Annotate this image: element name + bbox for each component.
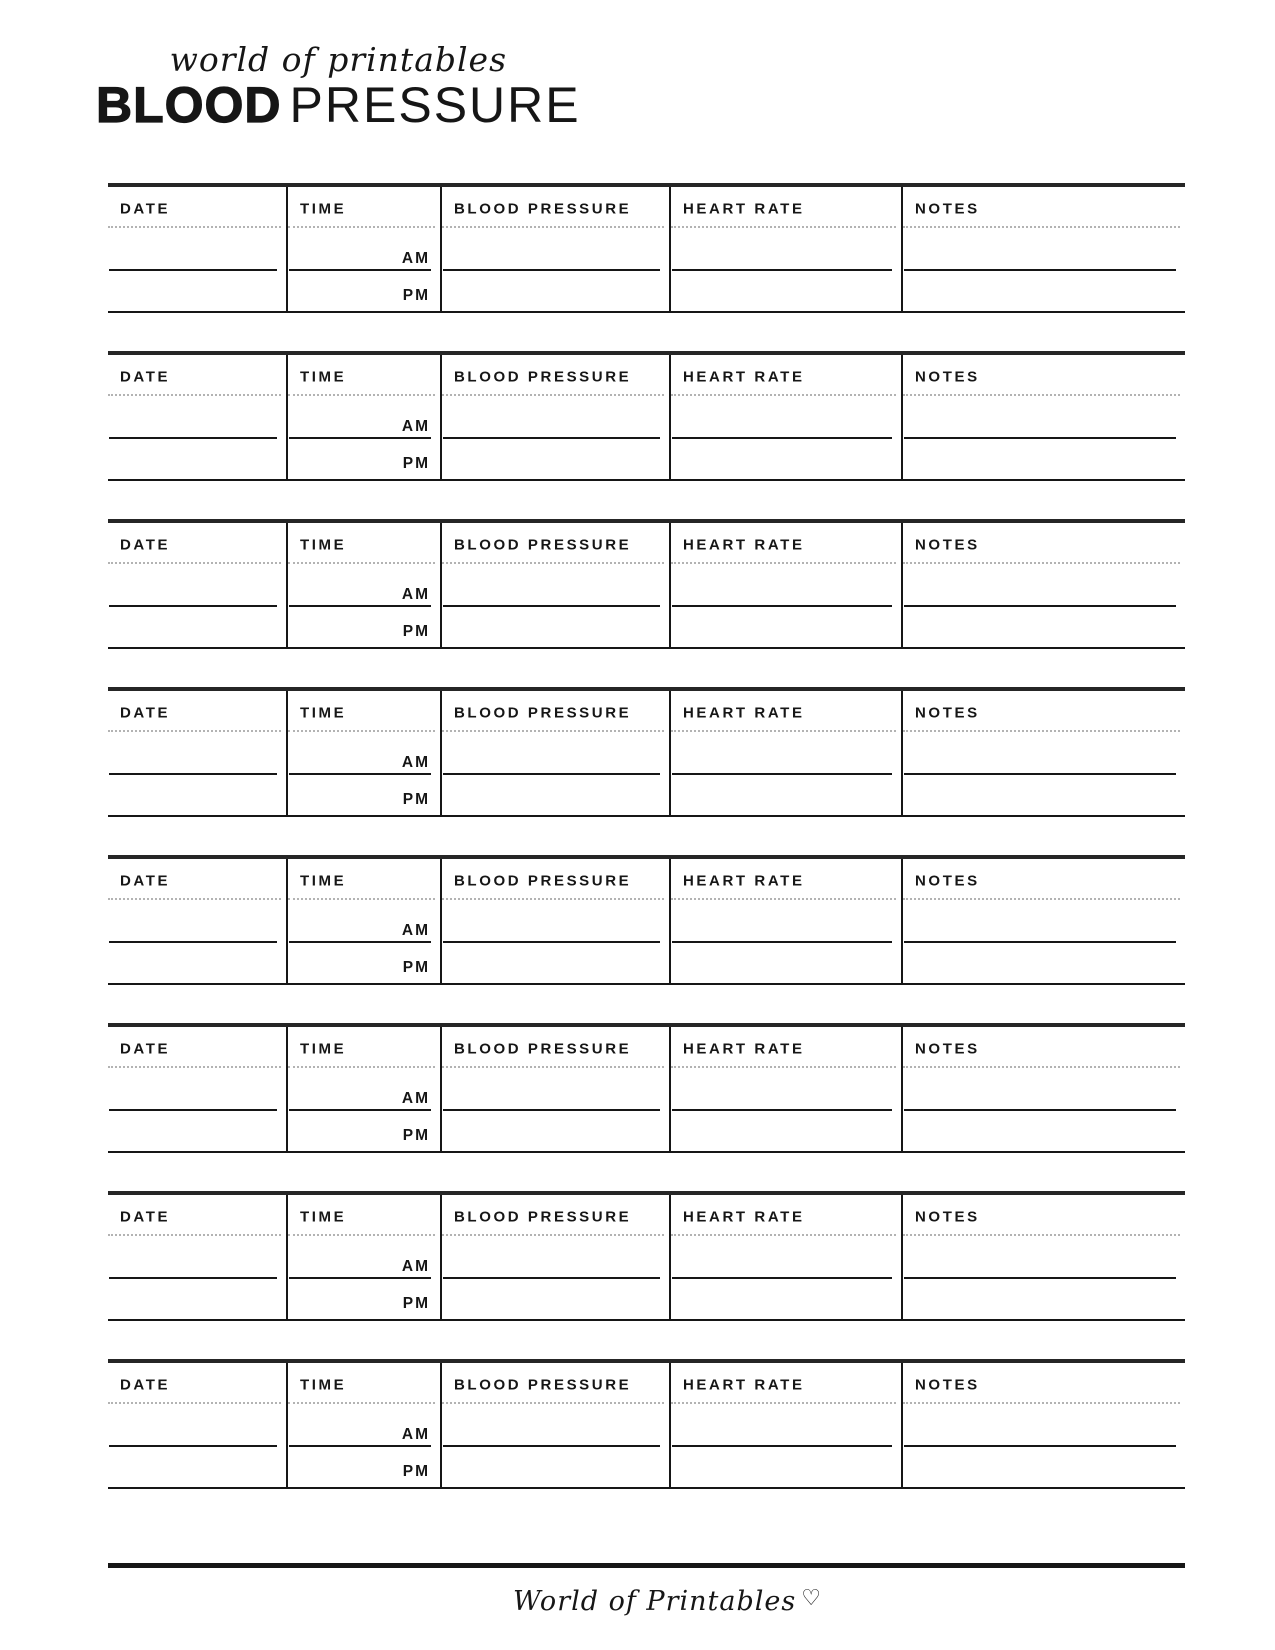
bp-log-block (108, 687, 1185, 817)
column-header-date-cell (108, 355, 288, 396)
am-label: AM (401, 418, 430, 435)
notes-am-entry-field[interactable] (903, 732, 1185, 775)
date-pm-entry-field[interactable] (108, 271, 288, 311)
am-label: AM (401, 754, 430, 771)
column-header-notes: NOTES (915, 368, 980, 386)
time-pm-entry-field[interactable] (288, 1447, 442, 1487)
column-header-notes: NOTES (915, 704, 980, 722)
column-header-time: TIME (300, 704, 347, 722)
column-header-heart-rate-cell (671, 523, 903, 564)
column-header-heart-rate-cell (671, 187, 903, 228)
blood-pressure-am-entry-field[interactable] (442, 564, 671, 607)
footer-brand (30, 1586, 1275, 1617)
time-am-entry-field[interactable] (288, 228, 442, 271)
am-label: AM (401, 922, 430, 939)
pm-label: PM (402, 959, 430, 976)
column-header-date: DATE (120, 1376, 171, 1394)
column-header-time-cell (288, 523, 442, 564)
column-header-date: DATE (120, 368, 171, 386)
am-entry-row (108, 396, 1185, 439)
blood-pressure-am-entry-field[interactable] (442, 396, 671, 439)
column-header-heart-rate: HEART RATE (683, 200, 805, 218)
pm-label: PM (402, 1295, 430, 1312)
notes-am-entry-field[interactable] (903, 564, 1185, 607)
footer-brand-text: World of Printables (513, 1586, 797, 1617)
notes-pm-entry-field[interactable] (903, 943, 1185, 983)
time-am-entry-field[interactable] (288, 1068, 442, 1111)
notes-pm-entry-field[interactable] (903, 271, 1185, 311)
column-header-blood-pressure-cell (442, 691, 671, 732)
column-header-heart-rate-cell (671, 691, 903, 732)
column-header-date-cell (108, 1195, 288, 1236)
column-header-date: DATE (120, 1208, 171, 1226)
time-am-entry-field[interactable] (288, 1236, 442, 1279)
blood-pressure-am-entry-field[interactable] (442, 228, 671, 271)
column-header-blood-pressure-cell (442, 1027, 671, 1068)
time-pm-entry-field[interactable] (288, 775, 442, 815)
am-label: AM (401, 1258, 430, 1275)
time-pm-entry-field[interactable] (288, 1111, 442, 1151)
masthead (96, 40, 581, 134)
notes-pm-entry-field[interactable] (903, 1447, 1185, 1487)
column-header-heart-rate: HEART RATE (683, 368, 805, 386)
pm-label: PM (402, 791, 430, 808)
column-header-date-cell (108, 523, 288, 564)
heart-rate-am-entry-field[interactable] (671, 396, 903, 439)
am-label: AM (401, 1426, 430, 1443)
time-pm-entry-field[interactable] (288, 1279, 442, 1319)
bp-log-block (108, 183, 1185, 313)
column-header-blood-pressure-cell (442, 1195, 671, 1236)
column-header-blood-pressure: BLOOD PRESSURE (454, 1376, 632, 1394)
column-header-time-cell (288, 187, 442, 228)
column-header-date-cell (108, 1363, 288, 1404)
column-header-time: TIME (300, 368, 347, 386)
column-header-blood-pressure: BLOOD PRESSURE (454, 1208, 632, 1226)
heart-rate-am-entry-field[interactable] (671, 1068, 903, 1111)
bp-log-block (108, 1023, 1185, 1153)
am-entry-row (108, 1236, 1185, 1279)
am-label: AM (401, 1090, 430, 1107)
am-entry-row (108, 732, 1185, 775)
time-am-entry-field[interactable] (288, 900, 442, 943)
column-header-notes: NOTES (915, 200, 980, 218)
heart-rate-am-entry-field[interactable] (671, 1404, 903, 1447)
column-header-date: DATE (120, 872, 171, 890)
page-title (96, 77, 581, 134)
heart-rate-pm-entry-field[interactable] (671, 439, 903, 479)
blood-pressure-am-entry-field[interactable] (442, 732, 671, 775)
column-header-blood-pressure-cell (442, 523, 671, 564)
heart-rate-pm-entry-field[interactable] (671, 607, 903, 647)
date-pm-entry-field[interactable] (108, 775, 288, 815)
column-header-heart-rate-cell (671, 1195, 903, 1236)
column-header-date-cell (108, 1027, 288, 1068)
notes-am-entry-field[interactable] (903, 900, 1185, 943)
column-header-time: TIME (300, 1376, 347, 1394)
blood-pressure-pm-entry-field[interactable] (442, 1111, 671, 1151)
blood-pressure-pm-entry-field[interactable] (442, 439, 671, 479)
column-header-date: DATE (120, 704, 171, 722)
time-pm-entry-field[interactable] (288, 943, 442, 983)
pm-entry-row (108, 1279, 1185, 1319)
heart-rate-pm-entry-field[interactable] (671, 943, 903, 983)
column-header-time: TIME (300, 200, 347, 218)
pm-entry-row (108, 1111, 1185, 1151)
column-header-blood-pressure: BLOOD PRESSURE (454, 536, 632, 554)
blood-pressure-am-entry-field[interactable] (442, 1068, 671, 1111)
pm-label: PM (402, 287, 430, 304)
column-header-heart-rate-cell (671, 1363, 903, 1404)
column-header-time: TIME (300, 1208, 347, 1226)
notes-am-entry-field[interactable] (903, 1404, 1185, 1447)
bp-log-block (108, 351, 1185, 481)
am-entry-row (108, 228, 1185, 271)
column-header-notes-cell (903, 523, 1185, 564)
date-pm-entry-field[interactable] (108, 1447, 288, 1487)
heart-rate-pm-entry-field[interactable] (671, 1447, 903, 1487)
page-title-bold: BLOOD (96, 77, 282, 134)
blood-pressure-pm-entry-field[interactable] (442, 607, 671, 647)
heart-rate-pm-entry-field[interactable] (671, 1111, 903, 1151)
block-header-row (108, 1363, 1185, 1404)
column-header-notes-cell (903, 1195, 1185, 1236)
date-pm-entry-field[interactable] (108, 1279, 288, 1319)
notes-pm-entry-field[interactable] (903, 1279, 1185, 1319)
column-header-notes: NOTES (915, 536, 980, 554)
heart-icon: ♡ (801, 1586, 822, 1611)
time-pm-entry-field[interactable] (288, 271, 442, 311)
column-header-notes: NOTES (915, 872, 980, 890)
notes-am-entry-field[interactable] (903, 228, 1185, 271)
date-pm-entry-field[interactable] (108, 1111, 288, 1151)
column-header-heart-rate: HEART RATE (683, 1208, 805, 1226)
column-header-date: DATE (120, 536, 171, 554)
column-header-heart-rate: HEART RATE (683, 536, 805, 554)
column-header-heart-rate: HEART RATE (683, 704, 805, 722)
column-header-time: TIME (300, 872, 347, 890)
column-header-blood-pressure: BLOOD PRESSURE (454, 368, 632, 386)
bp-log-block (108, 1359, 1185, 1489)
column-header-date-cell (108, 691, 288, 732)
block-header-row (108, 1027, 1185, 1068)
time-am-entry-field[interactable] (288, 396, 442, 439)
blood-pressure-pm-entry-field[interactable] (442, 1447, 671, 1487)
date-entry-field[interactable] (108, 732, 288, 775)
block-header-row (108, 523, 1185, 564)
time-am-entry-field[interactable] (288, 1404, 442, 1447)
notes-am-entry-field[interactable] (903, 396, 1185, 439)
column-header-date: DATE (120, 200, 171, 218)
column-header-time-cell (288, 1363, 442, 1404)
date-entry-field[interactable] (108, 228, 288, 271)
heart-rate-am-entry-field[interactable] (671, 1236, 903, 1279)
brand-script-text: world of printables (169, 40, 508, 79)
date-entry-field[interactable] (108, 1236, 288, 1279)
block-header-row (108, 355, 1185, 396)
column-header-time-cell (288, 1027, 442, 1068)
pm-label: PM (402, 623, 430, 640)
blood-pressure-pm-entry-field[interactable] (442, 943, 671, 983)
am-label: AM (401, 250, 430, 267)
blood-pressure-am-entry-field[interactable] (442, 1236, 671, 1279)
column-header-time-cell (288, 355, 442, 396)
column-header-date-cell (108, 187, 288, 228)
block-header-row (108, 691, 1185, 732)
column-header-heart-rate-cell (671, 355, 903, 396)
column-header-blood-pressure: BLOOD PRESSURE (454, 704, 632, 722)
pm-entry-row (108, 775, 1185, 815)
heart-rate-am-entry-field[interactable] (671, 900, 903, 943)
column-header-notes-cell (903, 1027, 1185, 1068)
date-entry-field[interactable] (108, 564, 288, 607)
am-entry-row (108, 900, 1185, 943)
block-header-row (108, 187, 1185, 228)
blood-pressure-am-entry-field[interactable] (442, 1404, 671, 1447)
notes-am-entry-field[interactable] (903, 1068, 1185, 1111)
column-header-time-cell (288, 1195, 442, 1236)
column-header-heart-rate-cell (671, 859, 903, 900)
column-header-heart-rate: HEART RATE (683, 1376, 805, 1394)
column-header-notes-cell (903, 1363, 1185, 1404)
heart-rate-am-entry-field[interactable] (671, 564, 903, 607)
block-header-row (108, 859, 1185, 900)
date-pm-entry-field[interactable] (108, 607, 288, 647)
date-entry-field[interactable] (108, 900, 288, 943)
am-entry-row (108, 1068, 1185, 1111)
column-header-date-cell (108, 859, 288, 900)
notes-pm-entry-field[interactable] (903, 775, 1185, 815)
column-header-blood-pressure: BLOOD PRESSURE (454, 200, 632, 218)
column-header-notes-cell (903, 691, 1185, 732)
heart-rate-pm-entry-field[interactable] (671, 775, 903, 815)
heart-rate-pm-entry-field[interactable] (671, 1279, 903, 1319)
column-header-date: DATE (120, 1040, 171, 1058)
date-entry-field[interactable] (108, 396, 288, 439)
column-header-notes: NOTES (915, 1376, 980, 1394)
column-header-time-cell (288, 859, 442, 900)
column-header-time-cell (288, 691, 442, 732)
column-header-blood-pressure-cell (442, 187, 671, 228)
column-header-blood-pressure-cell (442, 355, 671, 396)
column-header-notes-cell (903, 355, 1185, 396)
pm-entry-row (108, 943, 1185, 983)
column-header-notes: NOTES (915, 1208, 980, 1226)
notes-pm-entry-field[interactable] (903, 439, 1185, 479)
column-header-notes: NOTES (915, 1040, 980, 1058)
notes-pm-entry-field[interactable] (903, 607, 1185, 647)
column-header-blood-pressure: BLOOD PRESSURE (454, 872, 632, 890)
bp-log-block (108, 519, 1185, 649)
pm-entry-row (108, 1447, 1185, 1487)
column-header-blood-pressure-cell (442, 1363, 671, 1404)
pm-label: PM (402, 1463, 430, 1480)
blood-pressure-pm-entry-field[interactable] (442, 1279, 671, 1319)
pm-label: PM (402, 1127, 430, 1144)
column-header-heart-rate: HEART RATE (683, 1040, 805, 1058)
time-pm-entry-field[interactable] (288, 607, 442, 647)
block-header-row (108, 1195, 1185, 1236)
pm-entry-row (108, 271, 1185, 311)
log-blocks (108, 183, 1185, 1527)
blood-pressure-pm-entry-field[interactable] (442, 775, 671, 815)
notes-pm-entry-field[interactable] (903, 1111, 1185, 1151)
pm-entry-row (108, 439, 1185, 479)
time-am-entry-field[interactable] (288, 732, 442, 775)
date-entry-field[interactable] (108, 1404, 288, 1447)
date-pm-entry-field[interactable] (108, 439, 288, 479)
column-header-blood-pressure: BLOOD PRESSURE (454, 1040, 632, 1058)
bp-log-block (108, 1191, 1185, 1321)
pm-label: PM (402, 455, 430, 472)
column-header-time: TIME (300, 1040, 347, 1058)
heart-rate-am-entry-field[interactable] (671, 228, 903, 271)
heart-rate-am-entry-field[interactable] (671, 732, 903, 775)
notes-am-entry-field[interactable] (903, 1236, 1185, 1279)
date-pm-entry-field[interactable] (108, 943, 288, 983)
am-entry-row (108, 564, 1185, 607)
date-entry-field[interactable] (108, 1068, 288, 1111)
time-pm-entry-field[interactable] (288, 439, 442, 479)
am-label: AM (401, 586, 430, 603)
column-header-blood-pressure-cell (442, 859, 671, 900)
blood-pressure-am-entry-field[interactable] (442, 900, 671, 943)
pm-entry-row (108, 607, 1185, 647)
bp-log-block (108, 855, 1185, 985)
footer-rule (108, 1563, 1185, 1568)
am-entry-row (108, 1404, 1185, 1447)
column-header-notes-cell (903, 187, 1185, 228)
blood-pressure-pm-entry-field[interactable] (442, 271, 671, 311)
column-header-notes-cell (903, 859, 1185, 900)
time-am-entry-field[interactable] (288, 564, 442, 607)
page-title-light: PRESSURE (289, 77, 581, 134)
column-header-time: TIME (300, 536, 347, 554)
column-header-heart-rate: HEART RATE (683, 872, 805, 890)
column-header-heart-rate-cell (671, 1027, 903, 1068)
heart-rate-pm-entry-field[interactable] (671, 271, 903, 311)
